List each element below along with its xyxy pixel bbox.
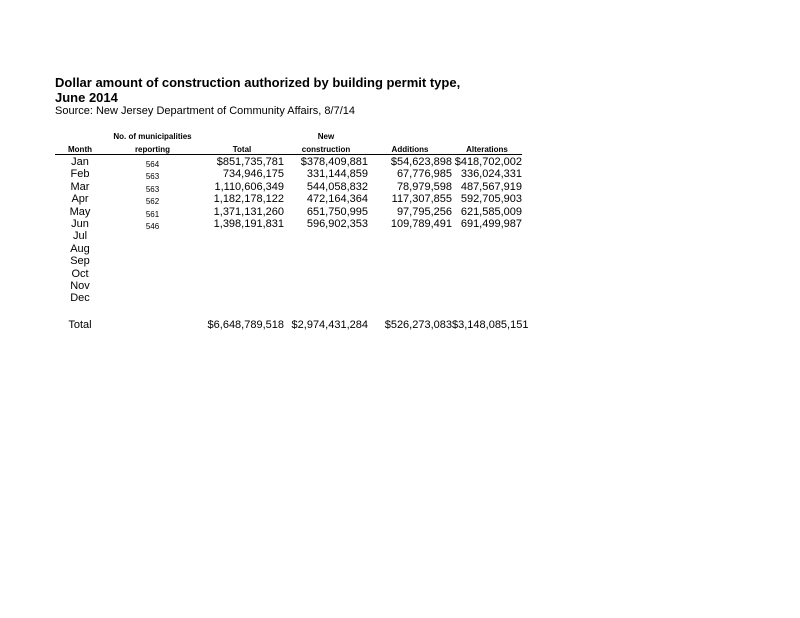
alterations-cell: 691,499,987 <box>460 218 522 230</box>
total-cell: 734,946,175 <box>222 168 284 181</box>
total-cell: $851,735,781 <box>216 156 284 168</box>
alterations-cell: 487,567,919 <box>460 180 522 193</box>
total-row-new-construction: $2,974,431,284 <box>291 319 368 331</box>
month-cell: Feb <box>70 168 90 181</box>
municipalities-cell: 561 <box>145 209 160 219</box>
alterations-cell: 592,705,903 <box>460 193 522 206</box>
month-cell: Jun <box>71 218 89 230</box>
new-construction-cell: 331,144,859 <box>306 168 368 181</box>
new-construction-cell: 544,058,832 <box>306 180 368 193</box>
total-row-label: Total <box>68 319 92 331</box>
municipalities-cell: 546 <box>145 222 160 231</box>
additions-cell: 97,795,256 <box>396 205 452 218</box>
alterations-cell: $418,702,002 <box>454 156 522 168</box>
header-total: Total <box>232 145 252 154</box>
month-cell: Sep <box>70 255 90 268</box>
municipalities-cell: 563 <box>145 184 160 194</box>
source-note: Source: New Jersey Department of Community Affairs, 8/7/14 <box>55 105 355 117</box>
alterations-cell: 336,024,331 <box>460 168 522 181</box>
month-cell: Dec <box>70 292 90 305</box>
header-alterations: Alterations <box>466 145 508 154</box>
new-construction-cell: 596,902,353 <box>306 218 368 230</box>
header-new-bottom: construction <box>301 145 351 154</box>
additions-cell: $54,623,898 <box>390 156 452 168</box>
month-cell: Oct <box>71 267 89 280</box>
total-cell: 1,110,606,349 <box>214 180 284 193</box>
month-cell: Jan <box>71 156 89 168</box>
month-cell: Nov <box>70 280 90 292</box>
header-month: Month <box>68 145 92 154</box>
municipalities-cell: 563 <box>145 172 160 182</box>
month-cell: May <box>69 205 91 218</box>
new-construction-cell: 651,750,995 <box>306 205 368 218</box>
month-cell: Aug <box>70 242 90 255</box>
total-cell: 1,371,131,260 <box>213 205 284 218</box>
page-subtitle: June 2014 <box>55 90 118 105</box>
total-cell: 1,398,191,831 <box>213 218 284 230</box>
new-construction-cell: 472,164,364 <box>306 193 368 206</box>
total-row-total: $6,648,789,518 <box>207 319 284 331</box>
header-additions: Additions <box>391 145 429 154</box>
header-municipalities-top: No. of municipalities <box>113 132 192 141</box>
municipalities-cell: 564 <box>145 160 160 169</box>
municipalities-cell: 562 <box>145 197 160 207</box>
month-cell: Apr <box>71 193 89 206</box>
page-title: Dollar amount of construction authorized by building permit type, <box>55 75 461 90</box>
header-new-top: New <box>317 132 335 141</box>
header-divider <box>55 154 522 155</box>
total-row-additions: $526,273,083 <box>384 319 452 331</box>
month-cell: Jul <box>72 230 88 243</box>
additions-cell: 67,776,985 <box>396 168 452 181</box>
additions-cell: 117,307,855 <box>391 193 452 206</box>
total-row-alterations: $3,148,085,151 <box>452 319 529 331</box>
additions-cell: 78,979,598 <box>396 180 452 193</box>
header-municipalities-bottom: reporting <box>134 145 171 154</box>
month-cell: Mar <box>70 180 90 193</box>
additions-cell: 109,789,491 <box>390 218 452 230</box>
new-construction-cell: $378,409,881 <box>300 156 368 168</box>
total-cell: 1,182,178,122 <box>213 193 284 206</box>
alterations-cell: 621,585,009 <box>460 205 522 218</box>
